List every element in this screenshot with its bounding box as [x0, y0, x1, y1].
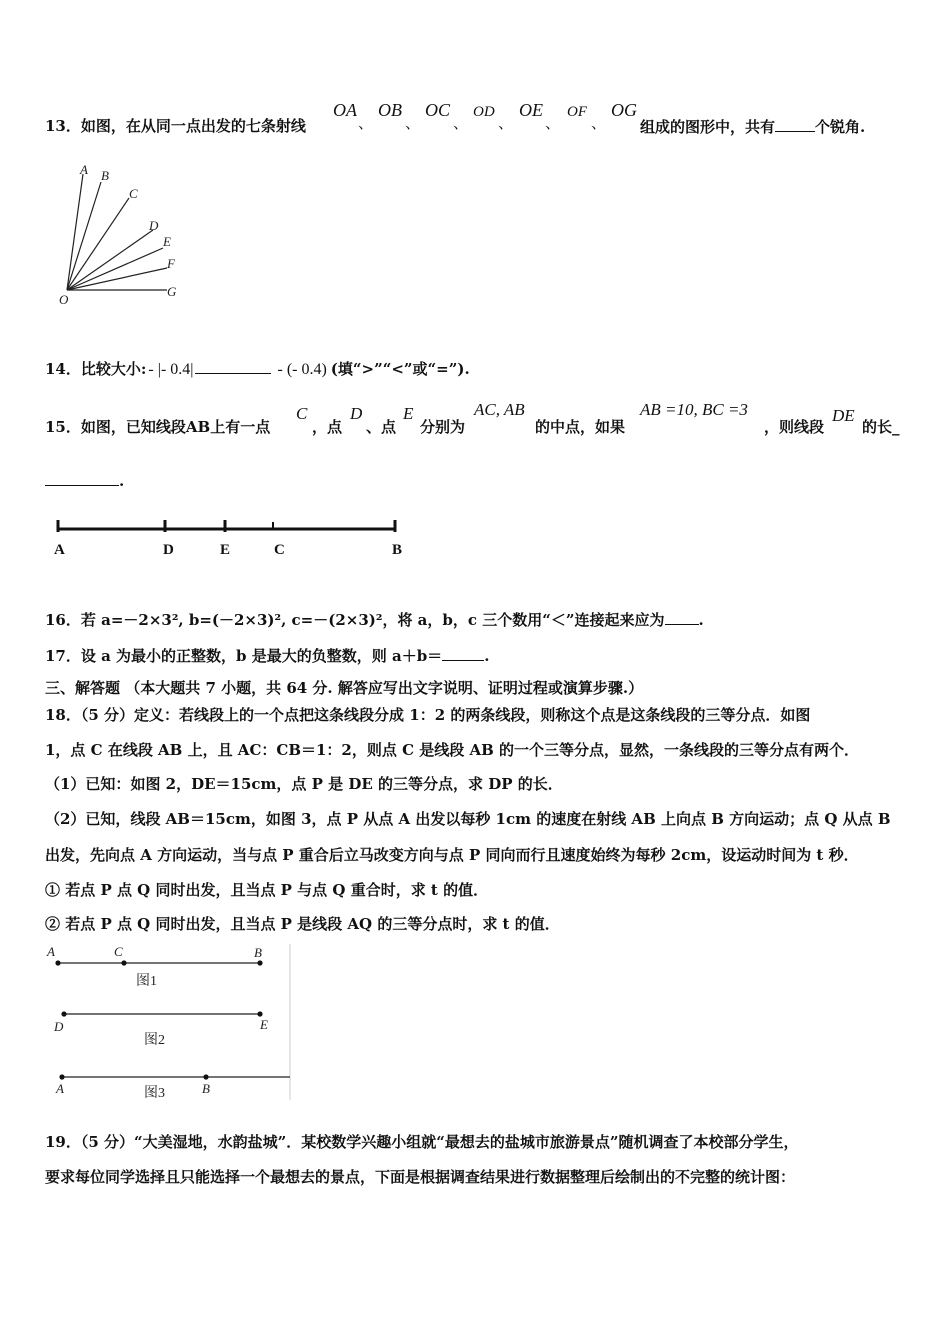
fig1-label-b: B [254, 945, 262, 960]
q15-point-d: D [350, 404, 363, 423]
q15-segment-figure [48, 512, 418, 560]
q15-segments: AC, AB [474, 400, 525, 419]
fig13-label-b: B [101, 168, 109, 183]
fig1-label-c: C [114, 944, 123, 959]
ray-oa: OA [333, 100, 357, 120]
q14-text-a: 14．比较大小: [45, 360, 147, 378]
q18-line3: （1）已知：如图 2，DE＝15cm，点 P 是 DE 的三等分点，求 DP 的长． [45, 775, 563, 793]
q14-hint: (填“>”“<”或“=”). [330, 360, 470, 378]
q14-expr-left: - |- 0.4| [148, 361, 194, 378]
q15-answer-blank[interactable] [45, 470, 119, 486]
q16-line: 16．若 a=－2×3², b=(－2×3)², c=－(2×3)²，将 a，b，c 三个数用“＜”连接起来应为 . [45, 611, 704, 629]
fig13-label-o: O [59, 292, 69, 307]
q15-point-c: C [296, 404, 308, 423]
q15-line: 15．如图，已知线段AB上有一点 [45, 418, 271, 436]
fig2-label-d: D [54, 1019, 64, 1034]
fig15-label-a: A [54, 542, 65, 558]
fig13-label-e: E [163, 234, 171, 249]
q13-ray-figure [55, 160, 195, 310]
fig15-label-c: C [274, 542, 285, 558]
ray-oc: OC [425, 100, 451, 120]
q13-line [45, 116, 306, 136]
fig13-label-c: C [129, 186, 138, 201]
ray-od: OD [473, 104, 495, 120]
q18-line2: 1，点 C 在线段 AB 上，且 AC：CB＝1：2，则点 C 是线段 AB 的一个三等分点，显然，一条线段的三等分点有两个． [45, 741, 860, 759]
q13-text-a: 13．如图，在从同一点出发的七条射线 [45, 117, 306, 135]
q13-answer-blank[interactable] [775, 116, 815, 132]
q15-de: DE [832, 406, 855, 425]
q17-answer-blank[interactable] [442, 645, 484, 661]
fig3-label-a: A [56, 1081, 64, 1096]
q13-line-end: 组成的图形中，共有 个锐角. [640, 118, 866, 136]
fig15-label-b: B [392, 542, 403, 558]
q15-condition: AB =10, BC =3 [640, 400, 748, 419]
q18-line1: 18．（5 分）定义：若线段上的一个点把这条线段分成 1：2 的两条线段，则称这个点是这条线段的三等分点．如图 [45, 706, 811, 724]
q15-line2: . [45, 470, 124, 491]
q18-figures [44, 940, 294, 1105]
fig13-label-d: D [149, 218, 159, 233]
q16-answer-blank[interactable] [665, 609, 699, 625]
fig13-label-g: G [167, 284, 177, 299]
fig15-label-e: E [220, 542, 231, 558]
q18-line6: ① 若点 P 点 Q 同时出发，且当点 P 与点 Q 重合时，求 t 的值． [45, 881, 489, 899]
q18-line5: 出发，先向点 A 方向运动，当与点 P 重合后立马改变方向与点 P 同向而行且速度始终为每秒 2cm，设运动时间为 t 秒． [45, 846, 859, 864]
fig15-label-d: D [163, 542, 174, 558]
q19-line1: 19．（5 分）“大美湿地，水韵盐城”．某校数学兴趣小组就“最想去的盐城市旅游景点”随机调查了本校部分学生， [45, 1133, 799, 1151]
ray-ob: OB [378, 100, 402, 120]
q15-point-e: E [403, 404, 414, 423]
q19-line2: 要求每位同学选择且只能选择一个最想去的景点，下面是根据调查结果进行数据整理后绘制出的不完整的统计图： [45, 1168, 796, 1186]
fig13-label-f: F [167, 256, 175, 271]
q18-line7: ② 若点 P 点 Q 同时出发，且当点 P 是线段 AQ 的三等分点时，求 t 的值． [45, 915, 560, 933]
fig13-label-a: A [80, 162, 88, 177]
q13-rays: OA 、 OB 、 OC 、 OD 、 OE 、 OF 、 OG [333, 100, 637, 132]
q17-line: 17．设 a 为最小的正整数，b 是最大的负整数，则 a＋b＝ . [45, 647, 490, 665]
ray-oe: OE [519, 100, 543, 120]
fig2-caption: 图2 [144, 1033, 165, 1048]
q14-line [45, 358, 470, 380]
section-3-heading: 三、解答题 （本大题共 7 小题，共 64 分. 解答应写出文字说明、证明过程或演算步骤.） [45, 679, 644, 697]
ray-of: OF [567, 104, 587, 120]
fig1-label-a: A [47, 944, 55, 959]
q18-line4: （2）已知，线段 AB＝15cm，如图 3，点 P 从点 A 出发以每秒 1cm 的速度在射线 AB 上向点 B 方向运动；点 Q 从点 B [45, 810, 891, 828]
fig3-caption: 图3 [144, 1086, 165, 1101]
q14-expr-right: - (- 0.4) [277, 361, 327, 378]
fig3-label-b: B [202, 1081, 210, 1096]
q14-answer-blank[interactable] [195, 358, 271, 374]
ray-og: OG [611, 100, 637, 120]
fig2-label-e: E [260, 1017, 268, 1032]
fig1-caption: 图1 [136, 974, 157, 989]
